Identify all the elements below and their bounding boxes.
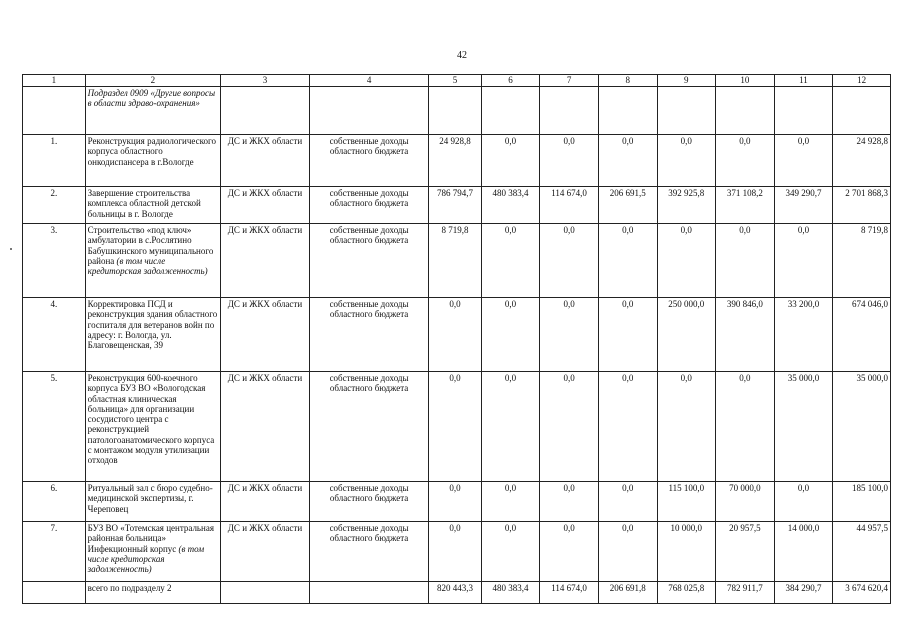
- header-cell: 12: [833, 75, 891, 87]
- header-cell: 10: [716, 75, 775, 87]
- total-cell: 44 957,5: [833, 522, 891, 582]
- value-cell: 0,0: [774, 482, 833, 522]
- value-cell: 371 108,2: [716, 187, 775, 224]
- header-cell: 7: [540, 75, 599, 87]
- value-cell: 786 794,7: [429, 187, 482, 224]
- total-cell: 674 046,0: [833, 298, 891, 372]
- header-cell: 9: [657, 75, 716, 87]
- value-cell: 33 200,0: [774, 298, 833, 372]
- total-label: всего по подразделу 2: [85, 582, 220, 604]
- executor: ДС и ЖКХ области: [221, 135, 310, 187]
- value-cell: 349 290,7: [774, 187, 833, 224]
- project-name: Реконструкция радиологического корпуса областного онкодиспансера в г.Вологде: [85, 135, 220, 187]
- funding-source: собственные доходы областного бюджета: [309, 372, 428, 482]
- budget-table: [22, 74, 891, 604]
- value-cell: 0,0: [540, 298, 599, 372]
- funding-source: собственные доходы областного бюджета: [309, 187, 428, 224]
- executor: ДС и ЖКХ области: [221, 224, 310, 298]
- value-cell: 0,0: [598, 522, 657, 582]
- table-row: [23, 522, 891, 582]
- value-cell: 206 691,5: [598, 187, 657, 224]
- value-cell: 8 719,8: [429, 224, 482, 298]
- value-cell: 0,0: [540, 224, 599, 298]
- total-value-cell: 384 290,7: [774, 582, 833, 604]
- value-cell: 0,0: [540, 482, 599, 522]
- total-value-cell: 480 383,4: [481, 582, 540, 604]
- value-cell: 0,0: [429, 298, 482, 372]
- header-cell: 1: [23, 75, 86, 87]
- header-row: [23, 75, 891, 87]
- value-cell: 0,0: [481, 482, 540, 522]
- table-row: [23, 224, 891, 298]
- row-number: 7.: [23, 522, 86, 582]
- value-cell: 0,0: [598, 135, 657, 187]
- value-cell: 10 000,0: [657, 522, 716, 582]
- value-cell: 0,0: [481, 298, 540, 372]
- project-name: Реконструкция 600-коечного корпуса БУЗ ВО «Вологодская областная клиническая больница» для организации сосудистого центра с реконструкцией патологоанатомического корпуса с монтажом модуля утилизации отходов: [85, 372, 220, 482]
- header-cell: 11: [774, 75, 833, 87]
- row-number: 3.: [23, 224, 86, 298]
- table-row: [23, 298, 891, 372]
- value-cell: 0,0: [481, 522, 540, 582]
- value-cell: 392 925,8: [657, 187, 716, 224]
- row-number: 1.: [23, 135, 86, 187]
- total-cell: 8 719,8: [833, 224, 891, 298]
- total-cell: 24 928,8: [833, 135, 891, 187]
- value-cell: 250 000,0: [657, 298, 716, 372]
- value-cell: 0,0: [540, 522, 599, 582]
- value-cell: 0,0: [774, 224, 833, 298]
- row-number: 6.: [23, 482, 86, 522]
- value-cell: 14 000,0: [774, 522, 833, 582]
- value-cell: 24 928,8: [429, 135, 482, 187]
- project-name: Строительство «под ключ» амбулатории в с.Рослятино Бабушкинского муниципального района (в том числе кредиторская задолженность): [85, 224, 220, 298]
- value-cell: 70 000,0: [716, 482, 775, 522]
- project-name: Ритуальный зал с бюро судебно-медицинской экспертизы, г. Череповец: [85, 482, 220, 522]
- value-cell: 0,0: [481, 372, 540, 482]
- value-cell: 0,0: [598, 482, 657, 522]
- project-name: БУЗ ВО «Тотемская центральная районная больница» Инфекционный корпус (в том числе кредиторская задолженность): [85, 522, 220, 582]
- total-value-cell: 820 443,3: [429, 582, 482, 604]
- value-cell: 480 383,4: [481, 187, 540, 224]
- value-cell: 0,0: [598, 298, 657, 372]
- value-cell: 115 100,0: [657, 482, 716, 522]
- executor: ДС и ЖКХ области: [221, 187, 310, 224]
- total-cell: 2 701 868,3: [833, 187, 891, 224]
- header-cell: 4: [309, 75, 428, 87]
- header-cell: 2: [85, 75, 220, 87]
- value-cell: 0,0: [716, 372, 775, 482]
- funding-source: собственные доходы областного бюджета: [309, 224, 428, 298]
- value-cell: 0,0: [657, 135, 716, 187]
- table-row: [23, 372, 891, 482]
- grand-total-cell: 3 674 620,4: [833, 582, 891, 604]
- total-cell: 185 100,0: [833, 482, 891, 522]
- value-cell: 0,0: [598, 372, 657, 482]
- total-value-cell: 782 911,7: [716, 582, 775, 604]
- total-cell: 35 000,0: [833, 372, 891, 482]
- page-number: 42: [457, 50, 467, 61]
- funding-source: собственные доходы областного бюджета: [309, 482, 428, 522]
- value-cell: 0,0: [716, 135, 775, 187]
- table-row: [23, 187, 891, 224]
- funding-source: собственные доходы областного бюджета: [309, 522, 428, 582]
- header-cell: 8: [598, 75, 657, 87]
- subsection-row: [23, 87, 891, 135]
- subsection-title: Подраздел 0909 «Другие вопросы в области здраво-охранения»: [85, 87, 220, 135]
- value-cell: 20 957,5: [716, 522, 775, 582]
- value-cell: 114 674,0: [540, 187, 599, 224]
- header-cell: 6: [481, 75, 540, 87]
- executor: ДС и ЖКХ области: [221, 522, 310, 582]
- value-cell: 0,0: [540, 135, 599, 187]
- total-row: [23, 582, 891, 604]
- scan-mark: [10, 248, 12, 250]
- value-cell: 35 000,0: [774, 372, 833, 482]
- header-cell: 3: [221, 75, 310, 87]
- funding-source: собственные доходы областного бюджета: [309, 135, 428, 187]
- value-cell: 0,0: [657, 372, 716, 482]
- row-number: 5.: [23, 372, 86, 482]
- value-cell: 0,0: [481, 224, 540, 298]
- value-cell: 0,0: [716, 224, 775, 298]
- value-cell: 0,0: [540, 372, 599, 482]
- executor: ДС и ЖКХ области: [221, 298, 310, 372]
- executor: ДС и ЖКХ области: [221, 372, 310, 482]
- total-value-cell: 768 025,8: [657, 582, 716, 604]
- value-cell: 0,0: [429, 522, 482, 582]
- row-number: 2.: [23, 187, 86, 224]
- header-cell: 5: [429, 75, 482, 87]
- value-cell: 0,0: [481, 135, 540, 187]
- value-cell: 0,0: [429, 482, 482, 522]
- table-row: [23, 482, 891, 522]
- value-cell: 390 846,0: [716, 298, 775, 372]
- project-name: Корректировка ПСД и реконструкция здания областного госпиталя для ветеранов войн по адресу: г. Вологда, ул. Благовещенская, 39: [85, 298, 220, 372]
- funding-source: собственные доходы областного бюджета: [309, 298, 428, 372]
- value-cell: 0,0: [657, 224, 716, 298]
- total-value-cell: 206 691,8: [598, 582, 657, 604]
- value-cell: 0,0: [598, 224, 657, 298]
- project-name: Завершение строительства комплекса областной детской больницы в г. Вологде: [85, 187, 220, 224]
- total-value-cell: 114 674,0: [540, 582, 599, 604]
- value-cell: 0,0: [774, 135, 833, 187]
- value-cell: 0,0: [429, 372, 482, 482]
- row-number: 4.: [23, 298, 86, 372]
- executor: ДС и ЖКХ области: [221, 482, 310, 522]
- table-row: [23, 135, 891, 187]
